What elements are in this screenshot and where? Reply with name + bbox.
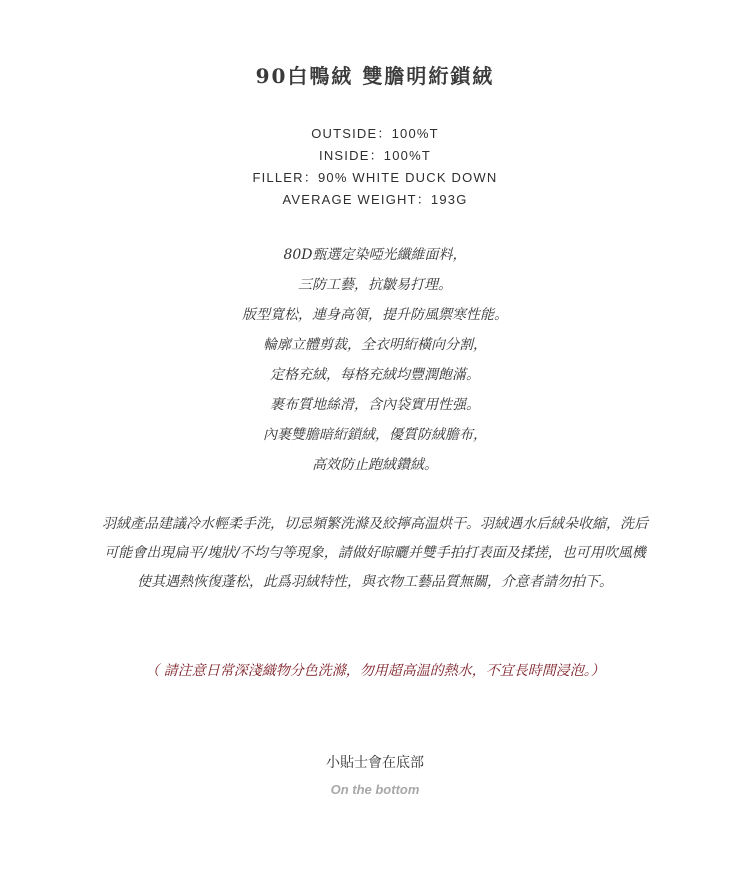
feature-line: 三防工藝，抗皺易打理。 [298, 277, 452, 293]
feature-line: 內裹雙膽暗絎鎖絨，優質防絨膽布， [263, 427, 487, 443]
feature-line: 輪廓立體剪裁，全衣明絎橫向分割， [263, 337, 487, 353]
feature-line: 版型寬松，連身高領，提升防風禦寒性能。 [242, 307, 508, 323]
spec-outside: OUTSIDE：100%T [311, 126, 439, 141]
material-specs [0, 123, 750, 211]
feature-line: 80D甄選定染啞光纖維面料， [283, 247, 467, 263]
spec-inside: INSIDE：100%T [319, 148, 431, 163]
spec-filler: FILLER：90% WHITE DUCK DOWN [252, 170, 498, 185]
washing-warning: （ 請注意日常深淺織物分色洗滌，勿用超高温的熱水，不宜長時間浸泡。） [145, 663, 605, 679]
care-line: 可能會出現扁平/塊狀/不均勻等現象，請做好晾曬并雙手拍打表面及揉搓，也可用吹風機 [104, 545, 646, 561]
care-line: 使其遇熱恢復蓬松，此爲羽絨特性，與衣物工藝品質無關，介意者請勿拍下。 [137, 574, 613, 590]
tip-subheading: On the bottom [330, 782, 420, 797]
feature-line: 高效防止跑絨鑽絨。 [312, 457, 438, 473]
care-instructions [55, 510, 695, 597]
tip-heading: 小貼士會在底部 [326, 755, 424, 771]
feature-description [0, 240, 750, 480]
feature-line: 定格充絨，每格充絨均豐潤飽滿。 [270, 367, 480, 383]
spec-weight: AVERAGE WEIGHT：193G [282, 192, 468, 207]
feature-line: 裹布質地絲滑，含內袋實用性强。 [270, 397, 480, 413]
page-title: 90白鴨絨 雙膽明絎鎖絨 [255, 64, 495, 88]
care-line: 羽絨產品建議冷水輕柔手洗，切忌頻繁洗滌及絞擰高温烘干。羽絨遇水后絨朵收縮，洗后 [102, 516, 648, 532]
